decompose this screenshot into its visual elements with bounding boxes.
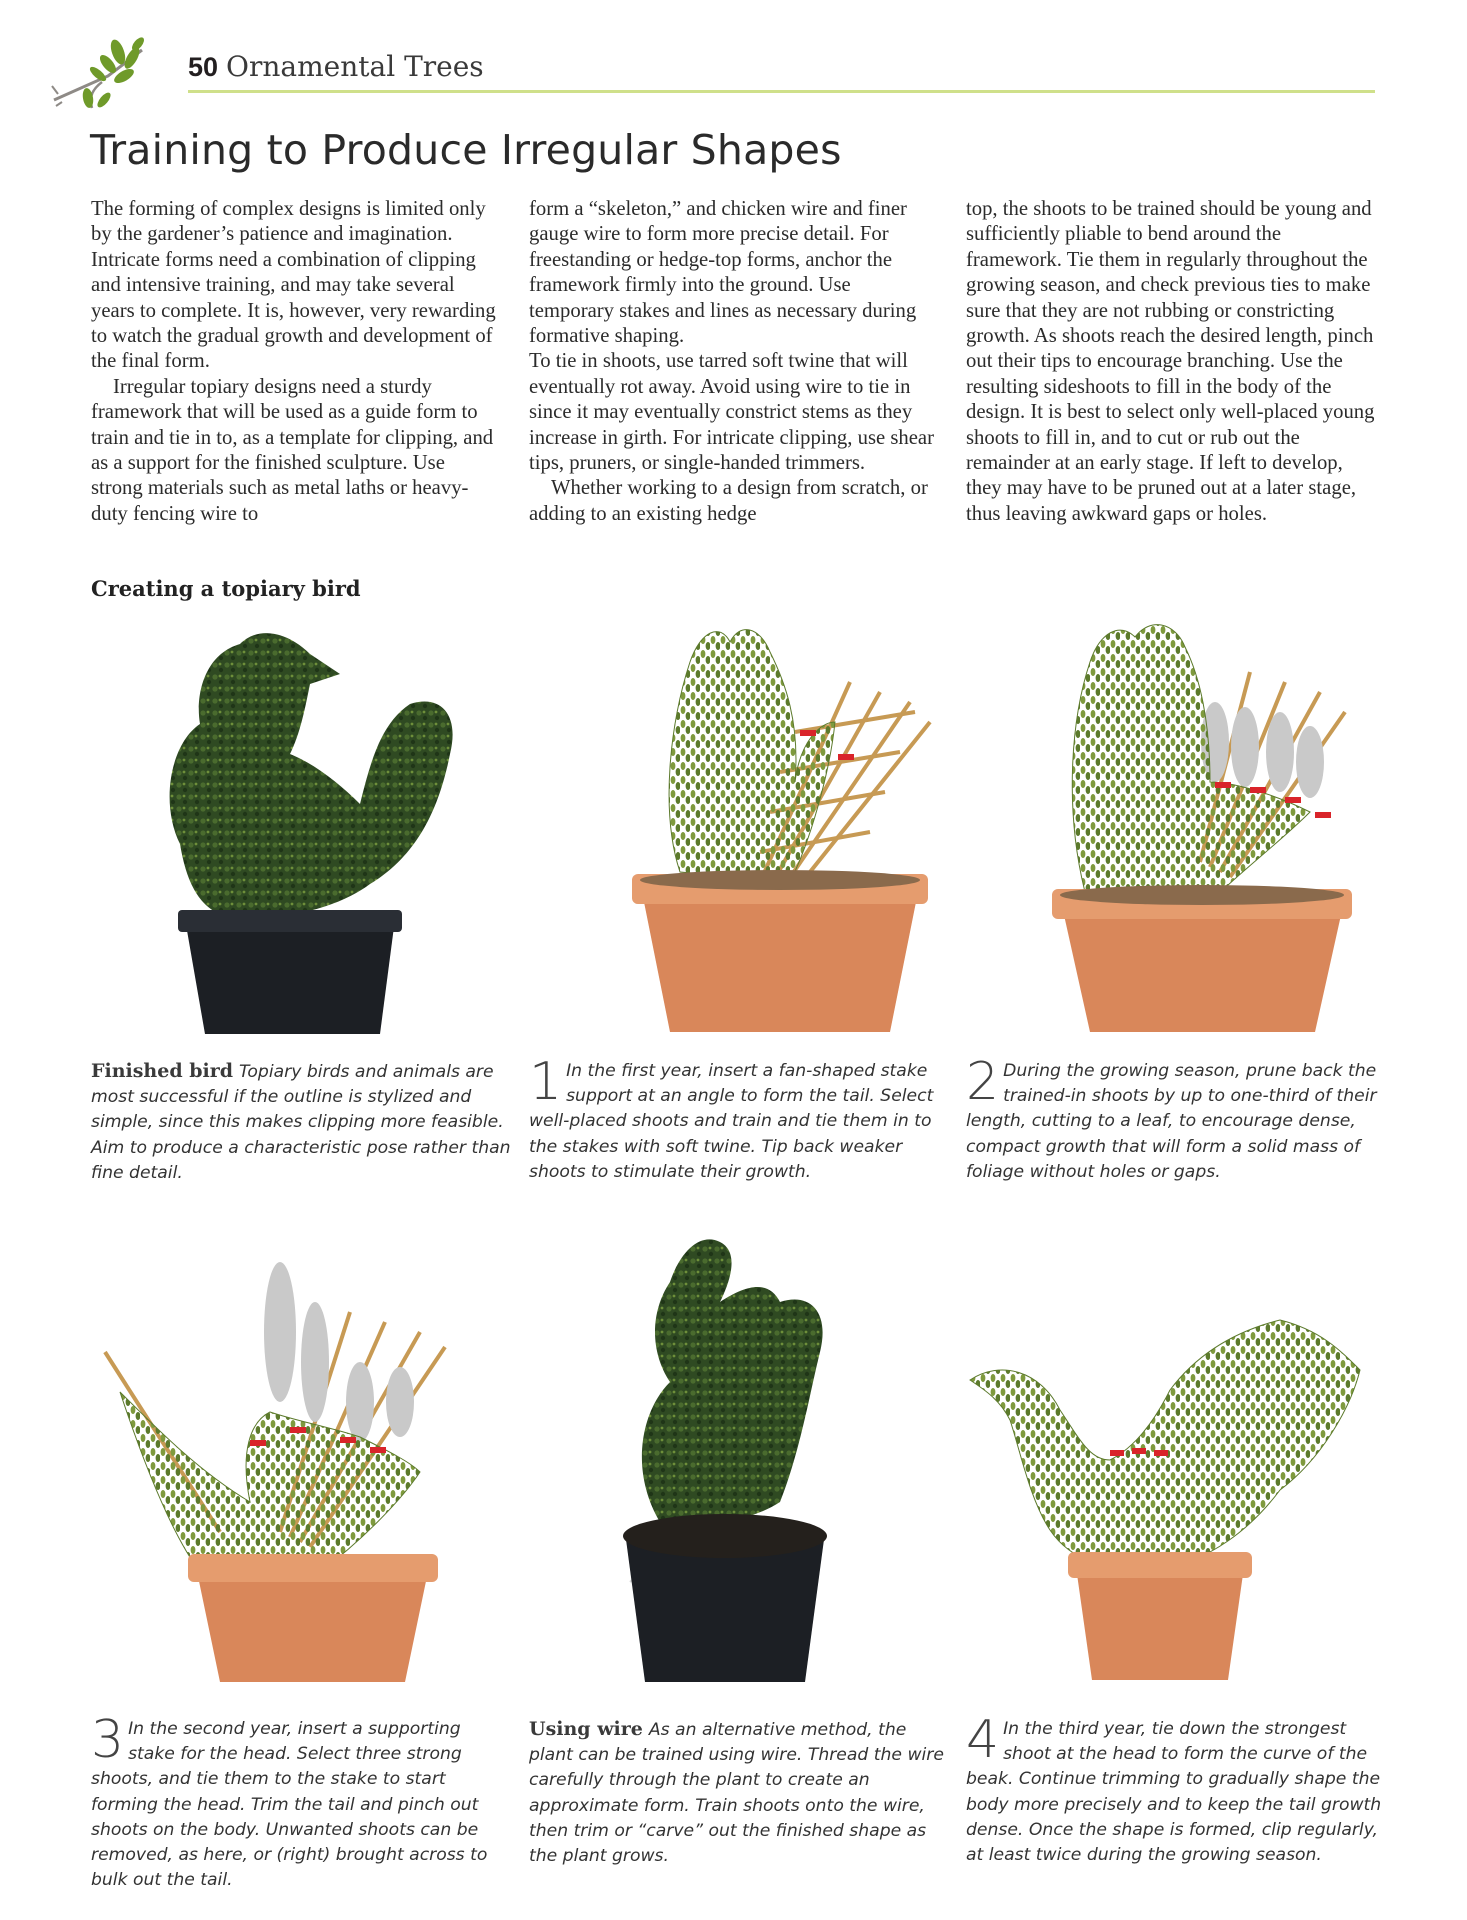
caption-text: In the second year, insert a supporting stake for the head. Select three strong shoots, and tie them to the stake to start forming the head. Trim the tail and pinch out shoots on the body. Unwanted shoots can be removed, as here, or (right) brought across to bulk out the tail. [91,1719,488,1891]
caption-lead: Using wire [529,1718,643,1740]
paragraph: Whether working to a design from scratch, or adding to an existing hedge [529,477,928,525]
caption-step-2 [966,1052,1386,1185]
paragraph: form a “skeleton,” and chicken wire and finer gauge wire to form more precise detail. For freestanding or hedge-top forms, anchor the framework firmly into the ground. Use temporary stakes and lines as necessary during formative shaping. [529,198,917,348]
step-3-illustration [100,1252,500,1692]
caption-text: In the third year, tie down the strongest shoot at the head to form the curve of the beak. Continue trimming to gradually shape the body more precisely and to keep the tail growth dense. Once the shape is formed, clip regularly, at least twice during the growing season. [966,1719,1382,1866]
caption-step-4 [966,1710,1386,1868]
step-number: 4 [966,1710,1000,1770]
running-header [188,46,484,87]
paragraph: The forming of complex designs is limited only by the gardener’s patience and imagination. Intricate forms need a combination of clipping and intensive training, and may take several years to complete. It is, however, very rewarding to watch the gradual growth and development of the final form. [91,198,496,373]
body-column-3 [966,197,1376,527]
caption-finished-bird [91,1059,511,1186]
step-number: 2 [966,1052,1000,1112]
caption-lead: Finished bird [91,1060,234,1082]
step-2-illustration [1040,612,1370,1042]
body-column-1 [91,197,501,527]
section-title: Ornamental Trees [226,50,484,83]
using-wire-photo [570,1222,870,1692]
section-heading: Creating a topiary bird [91,576,361,601]
caption-text: Topiary birds and animals are most successful if the outline is stylized and simple, since this makes clipping more feasible. Aim to produce a characteristic pose rather than fine detail. [91,1062,511,1183]
step-4-illustration [960,1290,1370,1690]
caption-step-1 [529,1052,949,1185]
step-1-illustration [620,622,940,1042]
caption-text: As an alternative method, the plant can be trained using wire. Thread the wire carefully through the plant to create an approximate form. Train shoots onto the wire, then trim or “carve” out the finished shape as the plant grows. [529,1720,944,1867]
leafy-sprig-icon [48,36,148,124]
caption-text: During the growing season, prune back the trained-in shoots by up to one-third of their length, cutting to a leaf, to encourage dense, compact growth that will form a solid mass of foliage without holes or gaps. [966,1061,1377,1182]
finished-bird-photo [140,614,490,1044]
caption-text: In the first year, insert a fan-shaped stake support at an angle to form the tail. Select well-placed shoots and train and tie them in to the stakes with soft twine. Tip back weaker shoots to stimulate their growth. [529,1061,934,1182]
header-rule [188,90,1375,93]
paragraph: To tie in shoots, use tarred soft twine that will eventually rot away. Avoid using wire to tie in since it may eventually constrict stems as they increase in girth. For intricate clipping, use shear tips, pruners, or single-handed trimmers. [529,350,935,475]
paragraph: top, the shoots to be trained should be young and sufficiently pliable to bend around the framework. Tie them in regularly throughout the growing season, and check previous ties to make sure that they are not rubbing or constricting growth. As shoots reach the desired length, pinch out their tips to encourage branching. Use the resulting sideshoots to fill in the body of the design. It is best to select only well-placed young shoots to fill in, and to cut or rub out the remainder at an early stage. If left to develop, they may have to be pruned out at a later stage, thus leaving awkward gaps or holes. [966,198,1375,525]
page-title: Training to Produce Irregular Shapes [90,126,842,174]
paragraph: Irregular topiary designs need a sturdy framework that will be used as a guide form to train and tie in to, as a template for clipping, and as a support for the finished sculpture. Use strong materials such as metal laths or heavy-duty fencing wire to [91,375,494,525]
step-number: 3 [91,1710,125,1770]
body-column-2 [529,197,939,527]
caption-using-wire [529,1717,949,1869]
caption-step-3 [91,1710,506,1893]
step-number: 1 [529,1052,563,1112]
page-number: 50 [188,52,219,82]
